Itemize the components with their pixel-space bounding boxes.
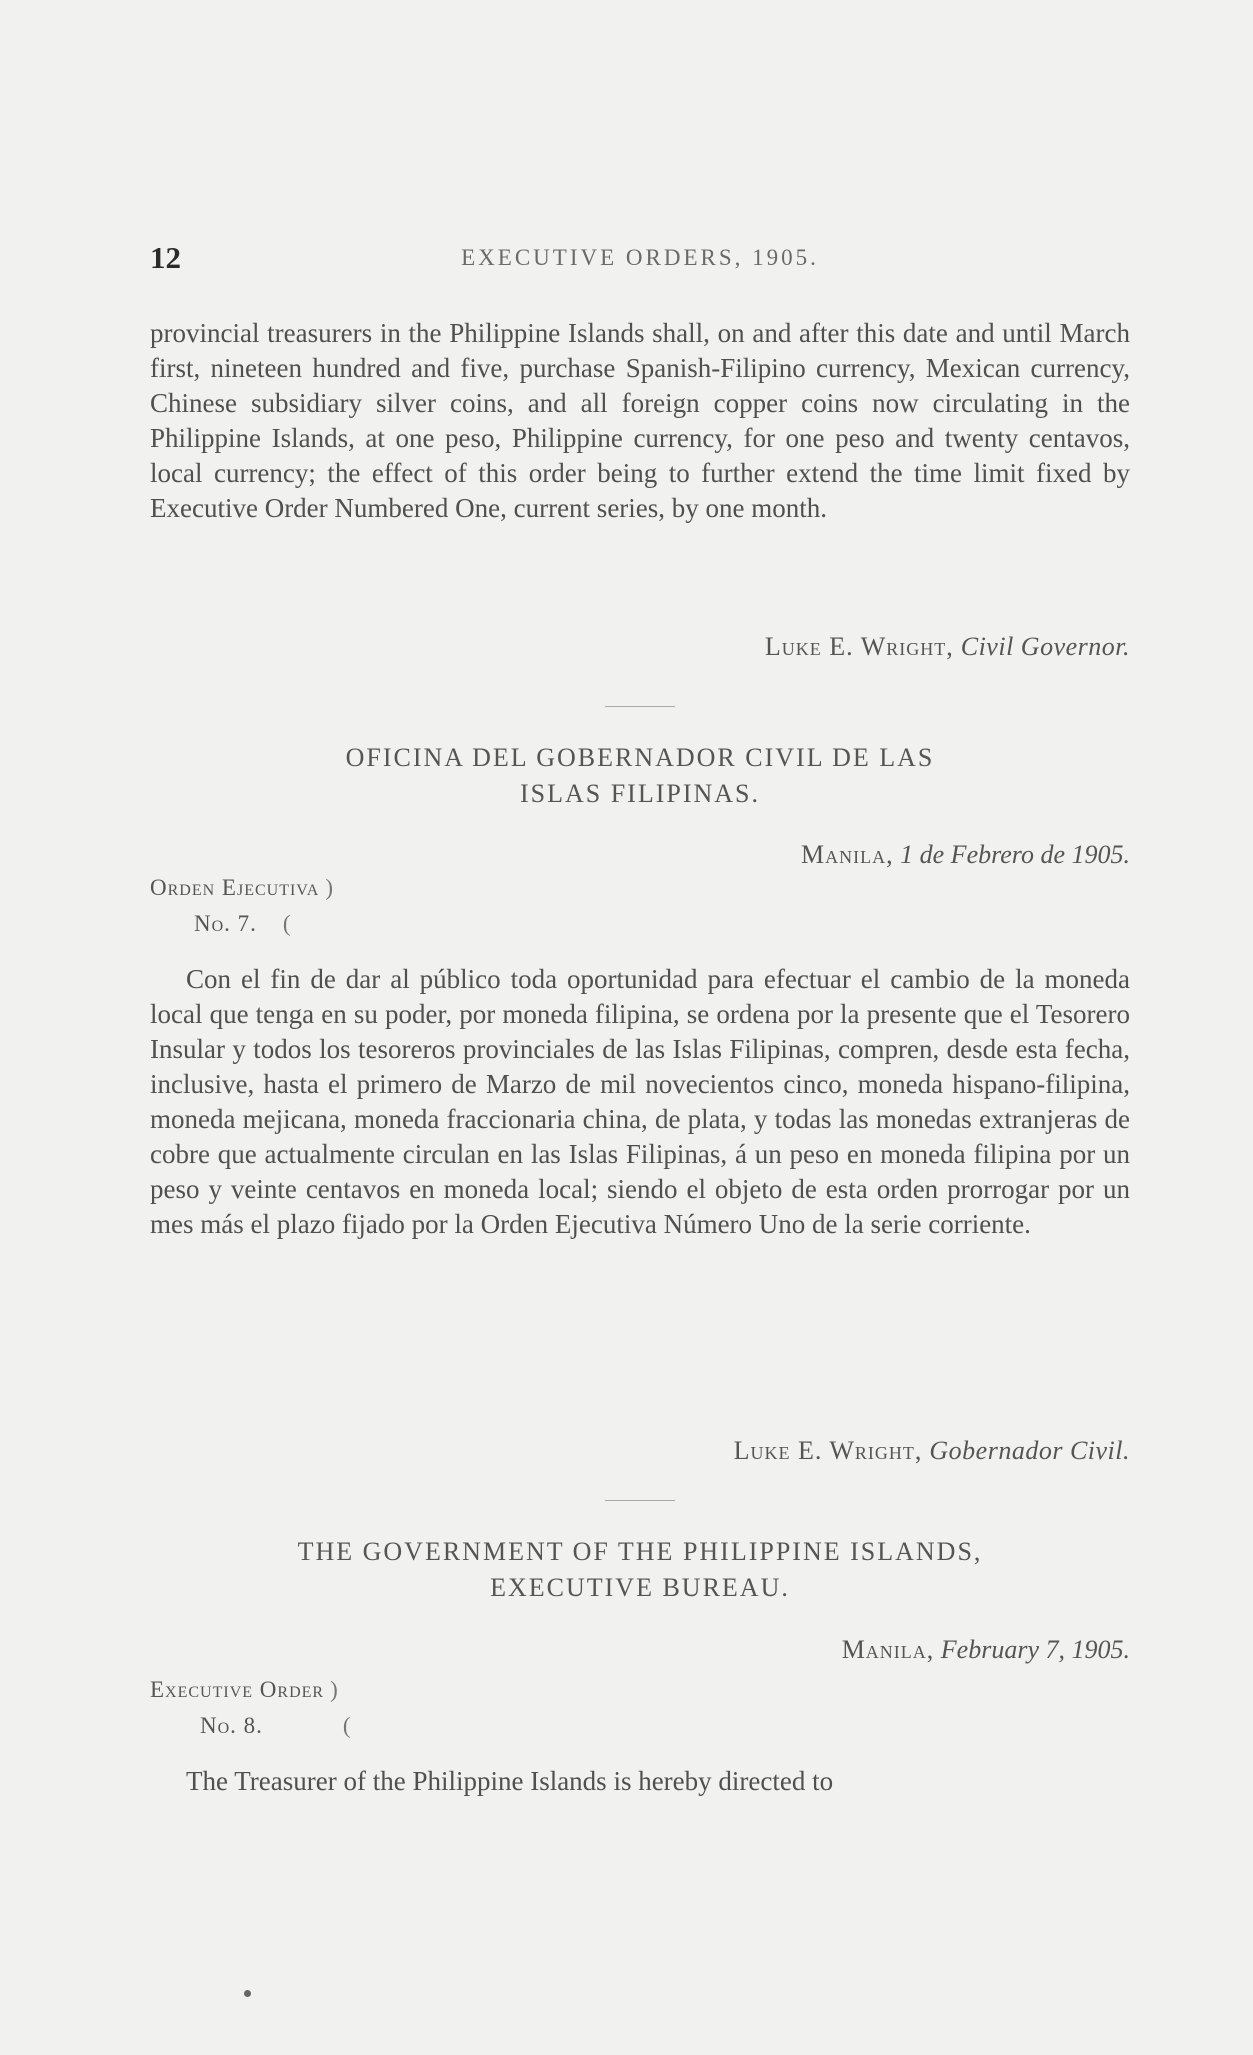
brace-bottom: ( [282, 911, 292, 936]
government-heading-line1: THE GOVERNMENT OF THE PHILIPPINE ISLANDS, [297, 1537, 983, 1566]
brace-top: ) [325, 875, 335, 900]
order7-english-signature [765, 632, 1130, 662]
signature-name: Luke E. Wright, [733, 1436, 923, 1465]
brace-top: ) [330, 1677, 339, 1702]
office-heading [150, 740, 1130, 812]
order-label-text: Orden Ejecutiva [150, 875, 320, 900]
section-divider [605, 1500, 675, 1501]
dateline-place: Manila, [841, 1635, 935, 1664]
signature-title: Gobernador Civil. [929, 1436, 1130, 1465]
dateline-place: Manila, [801, 840, 894, 869]
order7-spanish-paragraph: Con el fin de dar al público toda oportunidad para efectuar el cambio de la moneda local que tenga en su poder, por moneda filipina, se ordena por la presente que el Tesorero Insular y todos los tesoreros provinciales de las Islas Filipinas, compren, desde esta fecha, inclusive, hasta el primero de Marzo de mil novecientos cinco, moneda hispano-filipina, moneda mejicana, moneda fraccionaria china, de plata, y todas las monedas extranjeras de cobre que actualmente circulan en las Islas Filipinas, á un peso en moneda filipina por un peso y veinte centavos en moneda local; siendo el objeto de esta orden prorrogar por un mes más el plazo fijado por la Orden Ejecutiva Número Uno de la serie corriente. [150, 964, 1130, 1239]
order7-spanish-signature [734, 1436, 1130, 1466]
page-number: 12 [150, 240, 181, 275]
signature-title: Civil Governor. [960, 632, 1130, 661]
page-header [150, 240, 1130, 280]
government-heading-line2: EXECUTIVE BUREAU. [490, 1573, 790, 1602]
ink-speck [244, 1990, 251, 1997]
order8-paragraph: The Treasurer of the Philippine Islands is hereby directed to [186, 1766, 834, 1796]
order-number: No. 8. [200, 1713, 263, 1738]
office-heading-line2: ISLAS FILIPINAS. [519, 779, 761, 808]
government-heading [150, 1534, 1130, 1606]
dateline-date: February 7, 1905. [940, 1635, 1130, 1664]
order-label-text: Executive Order [150, 1677, 325, 1702]
order7-dateline [801, 840, 1130, 870]
order-number: No. 7. [194, 911, 257, 936]
order8-label [150, 1672, 352, 1744]
office-heading-line1: OFICINA DEL GOBERNADOR CIVIL DE LAS [345, 743, 935, 772]
order7-label [150, 870, 334, 942]
order8-dateline [842, 1635, 1130, 1665]
order7-english-paragraph: provincial treasurers in the Philippine Islands shall, on and after this date and until March first, nineteen hundred and five, purchase Spanish-Filipino currency, Mexican currency, Chinese subsidiary silver coins, and all foreign copper coins now circulating in the Philippine Islands, at one peso, Philippine currency, for one peso and twenty centavos, local currency; the effect of this order being to further extend the time limit fixed by Executive Order Numbered One, current series, by one month. [150, 318, 1130, 523]
running-head: EXECUTIVE ORDERS, 1905. [461, 245, 819, 270]
brace-bottom: ( [342, 1713, 352, 1738]
signature-name: Luke E. Wright, [764, 632, 954, 661]
dateline-date: 1 de Febrero de 1905. [900, 840, 1130, 869]
section-divider [605, 706, 675, 707]
